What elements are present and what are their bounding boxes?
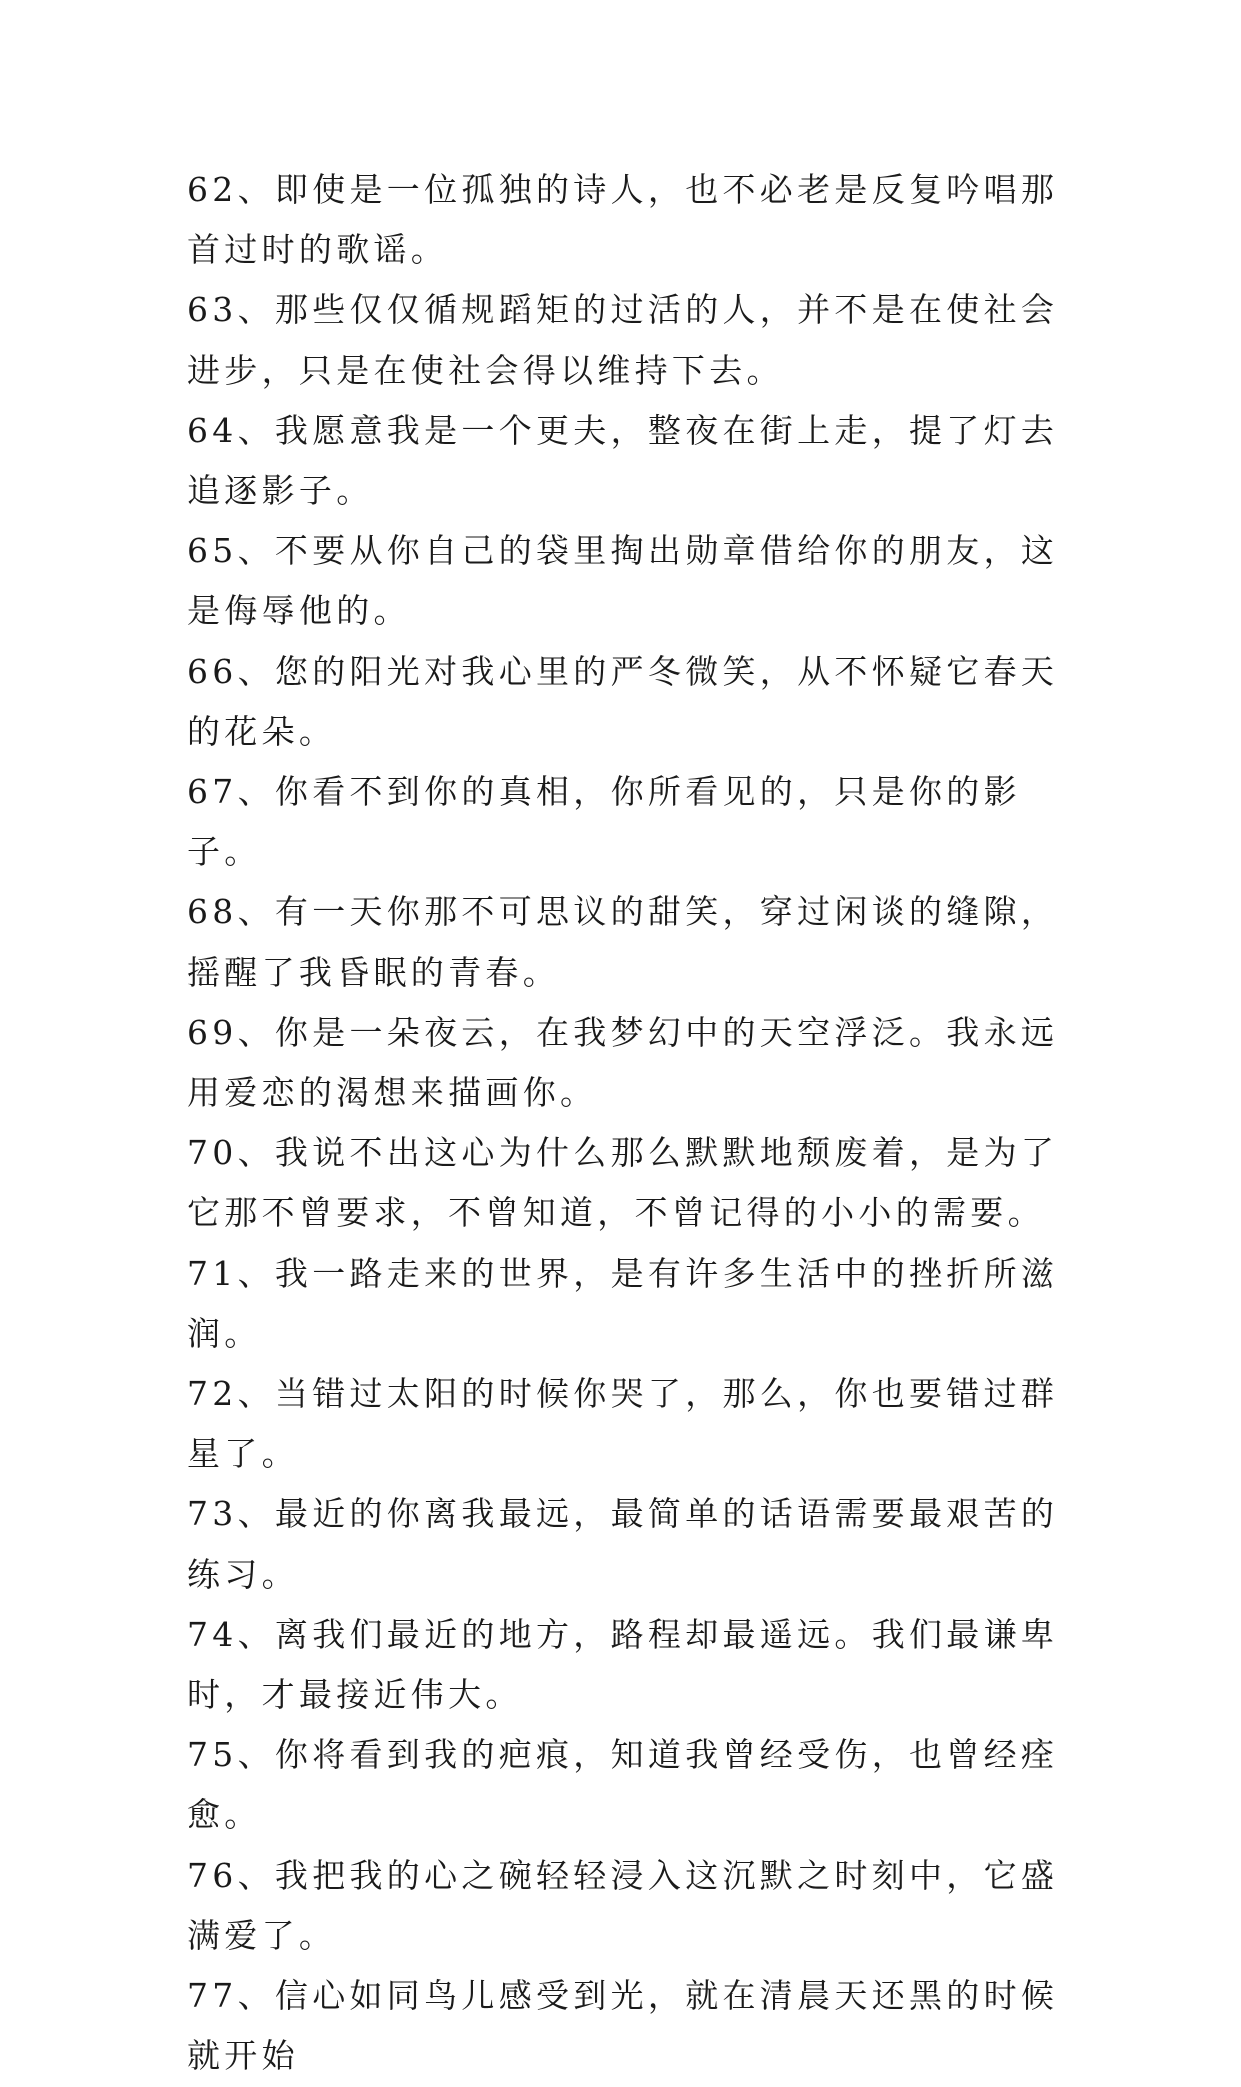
quote-item-74: 74、离我们最近的地方，路程却最遥远。我们最谦卑时，才最接近伟大。 [187,1614,1059,1715]
quote-item-75: 75、你将看到我的疤痕，知道我曾经受伤，也曾经痊愈。 [187,1735,1059,1835]
quote-item-65: 65、不要从你自己的袋里掏出勋章借给你的朋友，这是侮辱他的。 [187,531,1059,631]
quote-item-66: 66、您的阳光对我心里的严冬微笑，从不怀疑它春天的花朵。 [187,651,1059,751]
quote-item-63: 63、那些仅仅循规蹈矩的过活的人，并不是在使社会进步，只是在使社会得以维持下去。 [187,290,1059,390]
quote-item-72: 72、当错过太阳的时候你哭了，那么，你也要错过群星了。 [187,1374,1059,1474]
quote-item-76: 76、我把我的心之碗轻轻浸入这沉默之时刻中，它盛满爱了。 [187,1855,1059,1955]
quote-item-71: 71、我一路走来的世界，是有许多生活中的挫折所滋润。 [187,1253,1059,1353]
quote-list [187,160,1067,2087]
quote-item-68: 68、有一天你那不可思议的甜笑，穿过闲谈的缝隙，摇醒了我昏眠的青春。 [187,892,1059,992]
quote-item-77: 77、信心如同鸟儿感受到光，就在清晨天还黑的时候就开始 [187,1976,1059,2076]
quote-item-64: 64、我愿意我是一个更夫，整夜在街上走，提了灯去追逐影子。 [187,410,1059,511]
quote-item-67: 67、你看不到你的真相，你所看见的，只是你的影子。 [187,772,1021,872]
quote-item-62: 62、即使是一位孤独的诗人，也不必老是反复吟唱那首过时的歌谣。 [187,170,1059,270]
quote-item-70: 70、我说不出这心为什么那么默默地颓废着，是为了它那不曾要求，不曾知道，不曾记得的小小的需要。 [187,1133,1059,1233]
quote-item-69: 69、你是一朵夜云，在我梦幻中的天空浮泛。我永远用爱恋的渴想来描画你。 [187,1012,1059,1113]
quote-item-73: 73、最近的你离我最远，最简单的话语需要最艰苦的练习。 [187,1494,1059,1594]
